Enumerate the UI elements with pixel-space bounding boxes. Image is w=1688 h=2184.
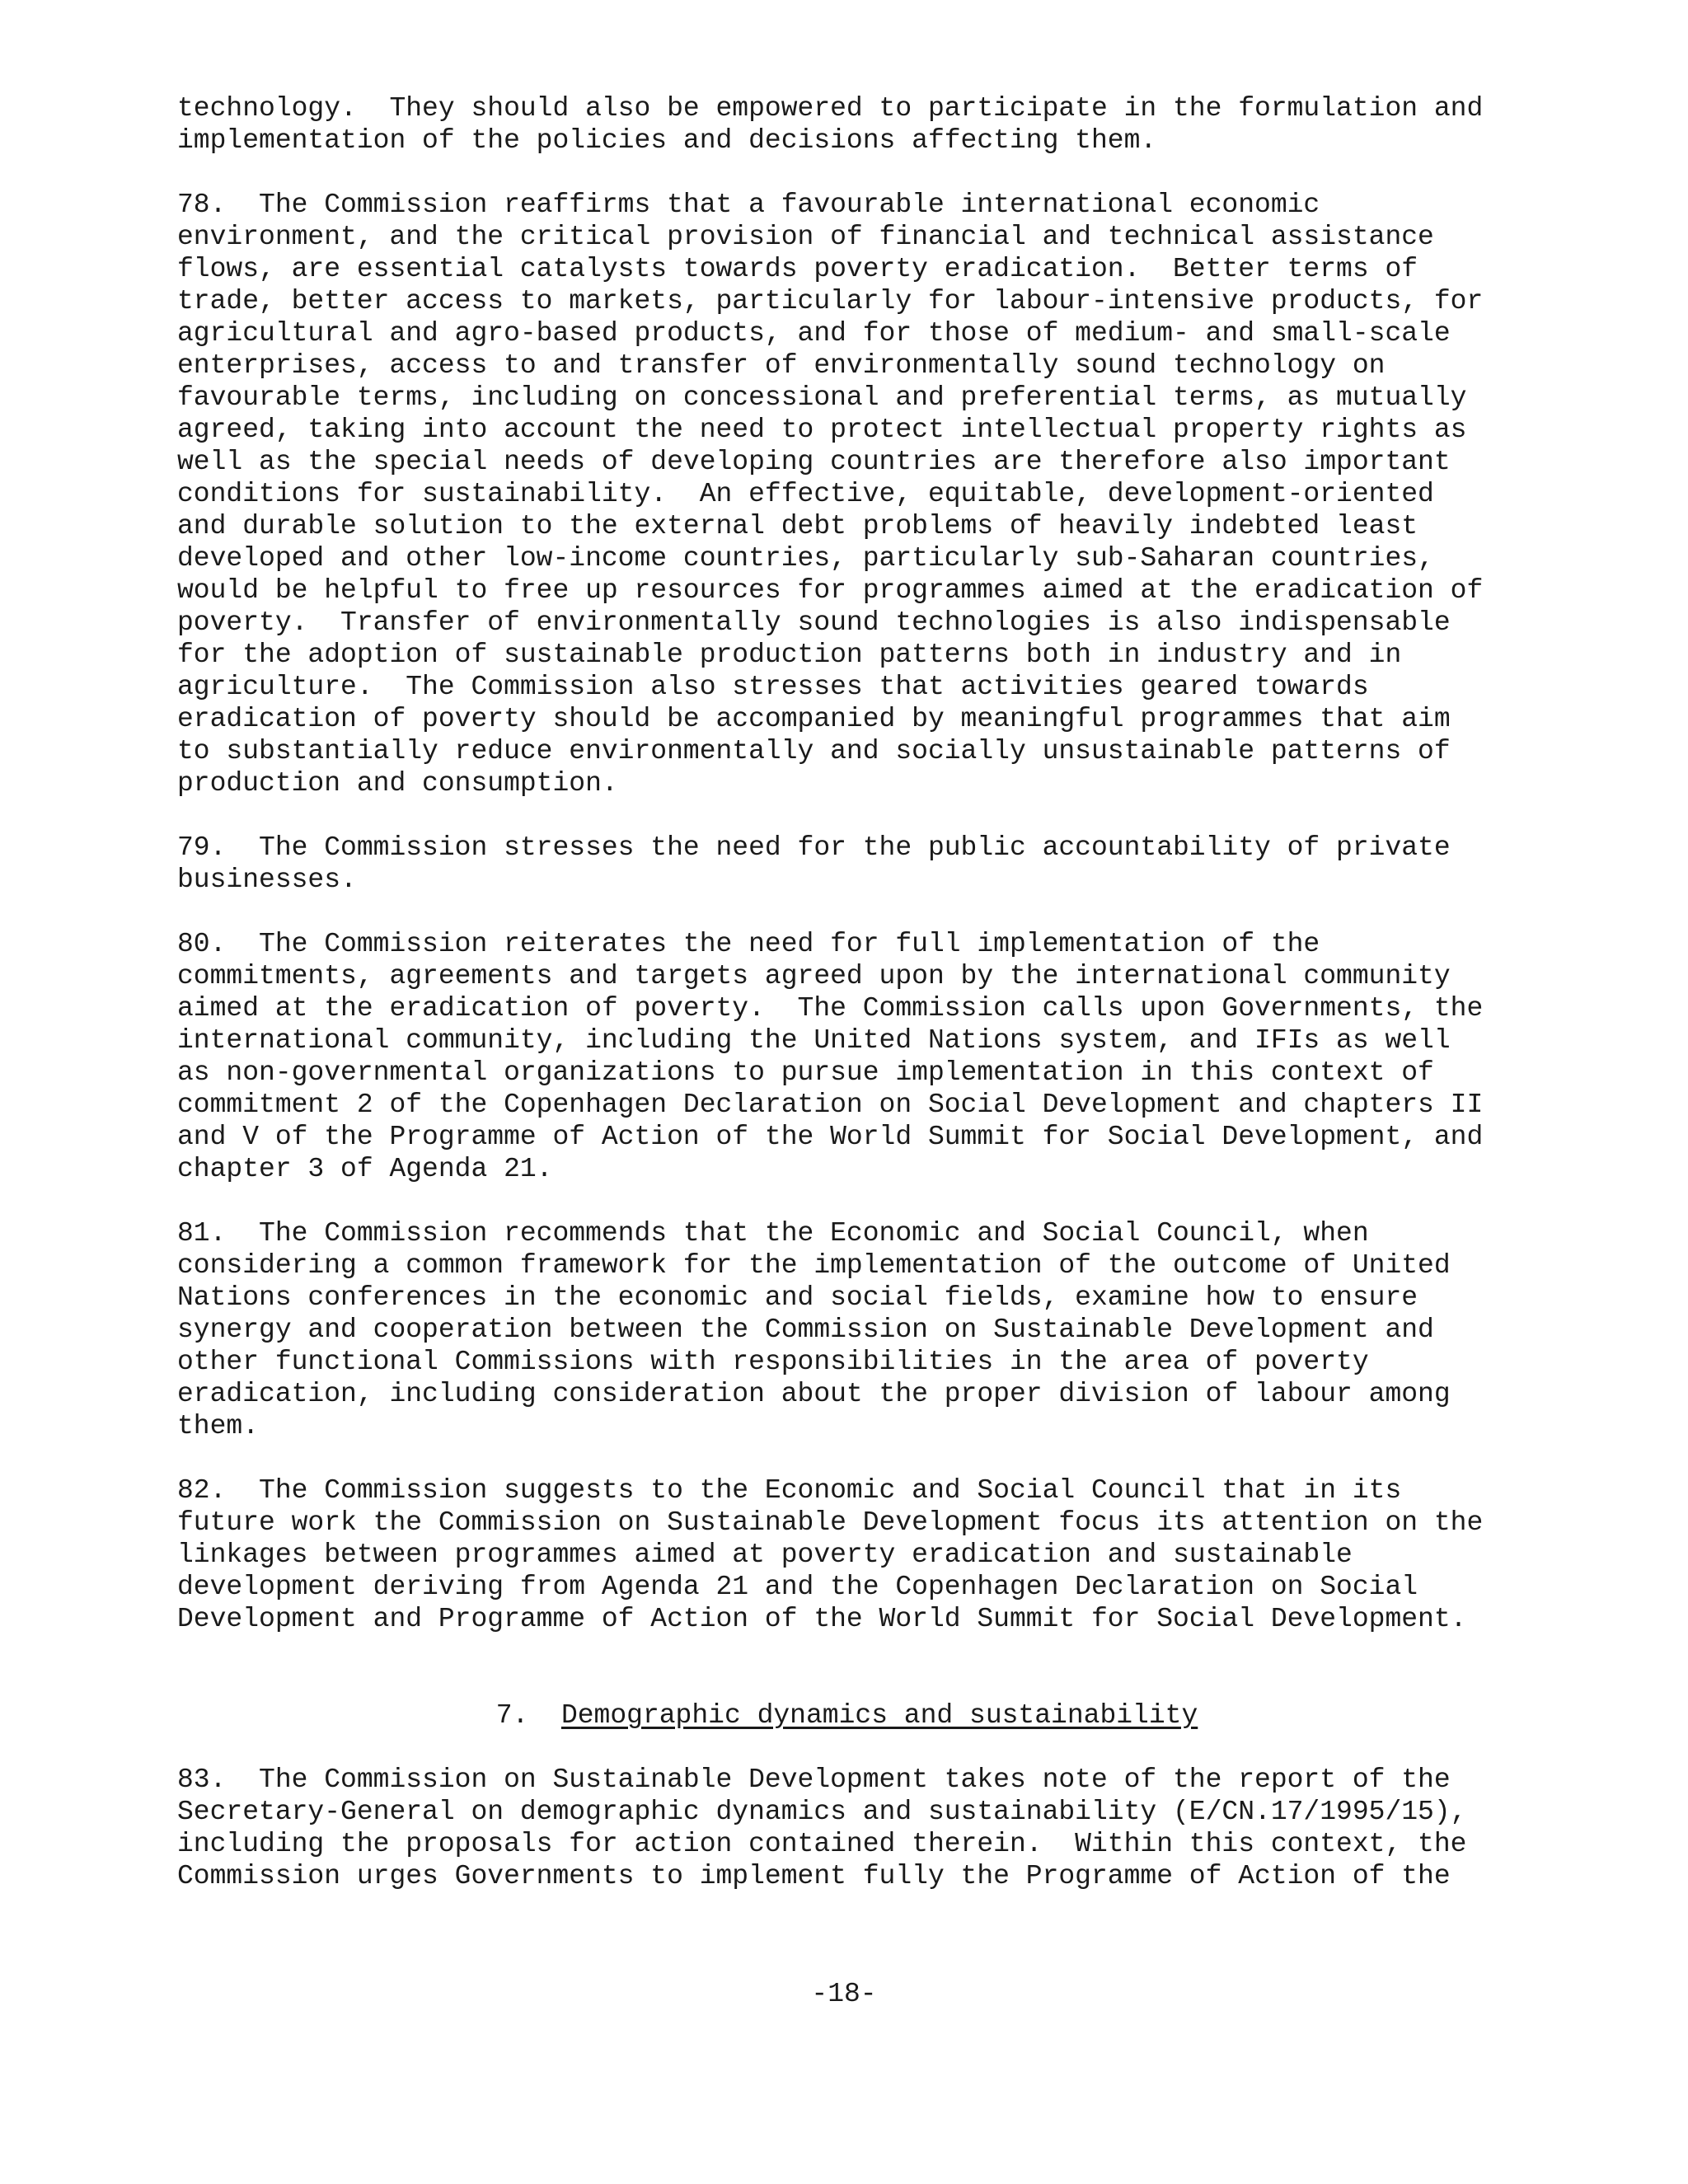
text-line: 81. The Commission recommends that the Economic and Social Council, when [177,1218,1369,1249]
text-line: 79. The Commission stresses the need for the public accountability of private [177,832,1451,863]
text-line: 80. The Commission reiterates the need for full implementation of the [177,929,1320,959]
text-line: Development and Programme of Action of the World Summit for Social Development. [177,1604,1467,1634]
text-line: trade, better access to markets, particularly for labour-intensive products, for [177,286,1484,316]
text-line: implementation of the policies and decisions affecting them. [177,125,1157,156]
text-line: agricultural and agro-based products, and for those of medium- and small-scale [177,318,1451,349]
text-line: Nations conferences in the economic and social fields, examine how to ensure [177,1282,1418,1313]
text-line: considering a common framework for the implementation of the outcome of United [177,1250,1451,1281]
text-line: commitment 2 of the Copenhagen Declaration on Social Development and chapters II [177,1090,1484,1120]
text-line: developed and other low-income countries, particularly sub-Saharan countries, [177,543,1434,574]
document-page [177,92,1517,1924]
text-line: for the adoption of sustainable production patterns both in industry and in [177,640,1402,670]
text-line: would be helpful to free up resources for programmes aimed at the eradication of [177,575,1484,606]
text-line: conditions for sustainability. An effective, equitable, development-oriented [177,479,1434,509]
text-line: 83. The Commission on Sustainable Development takes note of the report of the [177,1765,1451,1795]
text-line: them. [177,1411,260,1441]
text-line: chapter 3 of Agenda 21. [177,1154,553,1184]
text-line: other functional Commissions with responsibilities in the area of poverty [177,1347,1369,1377]
section-number: 7. [495,1700,529,1731]
text-line: linkages between programmes aimed at poverty eradication and sustainable [177,1540,1353,1570]
text-line: technology. They should also be empowered to participate in the formulation and [177,93,1484,124]
text-line: 78. The Commission reaffirms that a favourable international economic [177,190,1320,220]
paragraph [177,832,1517,896]
text-line: eradication, including consideration about the proper division of labour among [177,1379,1451,1409]
text-line: future work the Commission on Sustainable Development focus its attention on the [177,1507,1484,1538]
text-line: favourable terms, including on concessional and preferential terms, as mutually [177,382,1467,413]
text-line: development deriving from Agenda 21 and the Copenhagen Declaration on Social [177,1572,1418,1602]
text-line: businesses. [177,865,357,895]
text-line: including the proposals for action contained therein. Within this context, the [177,1829,1467,1859]
text-line: to substantially reduce environmentally and socially unsustainable patterns of [177,736,1451,766]
paragraphs-before-heading [177,92,1517,1635]
text-line: and V of the Programme of Action of the World Summit for Social Development, and [177,1122,1484,1152]
text-line: agreed, taking into account the need to protect intellectual property rights as [177,415,1467,445]
text-line: and durable solution to the external debt problems of heavily indebted least [177,511,1418,541]
text-line: as non-governmental organizations to pursue implementation in this context of [177,1057,1434,1088]
text-line: Commission urges Governments to implement fully the Programme of Action of the [177,1861,1451,1891]
text-line: aimed at the eradication of poverty. The Commission calls upon Governments, the [177,993,1484,1024]
paragraph [177,928,1517,1185]
text-line: flows, are essential catalysts towards poverty eradication. Better terms of [177,254,1418,284]
section-title: Demographic dynamics and sustainability [560,1700,1198,1731]
paragraph [177,92,1517,157]
text-line: commitments, agreements and targets agreed upon by the international community [177,961,1451,991]
paragraph [177,1764,1517,1892]
text-line: poverty. Transfer of environmentally sound technologies is also indispensable [177,607,1451,638]
text-line: agriculture. The Commission also stresses that activities geared towards [177,672,1369,702]
text-line: production and consumption. [177,768,618,799]
section-heading [177,1699,1517,1732]
text-line: Secretary-General on demographic dynamics and sustainability (E/CN.17/1995/15), [177,1797,1467,1827]
paragraphs-after-heading [177,1764,1517,1892]
text-line: synergy and cooperation between the Commission on Sustainable Development and [177,1315,1434,1345]
text-line: 82. The Commission suggests to the Economic and Social Council that in its [177,1475,1402,1506]
text-line: enterprises, access to and transfer of environmentally sound technology on [177,350,1386,381]
paragraph [177,1217,1517,1442]
page-number: -18- [811,1979,877,2009]
text-line: well as the special needs of developing countries are therefore also important [177,447,1451,477]
paragraph [177,189,1517,799]
text-line: eradication of poverty should be accompanied by meaningful programmes that aim [177,704,1451,734]
text-line: international community, including the United Nations system, and IFIs as well [177,1025,1451,1056]
paragraph [177,1474,1517,1635]
text-line: environment, and the critical provision of financial and technical assistance [177,222,1434,252]
